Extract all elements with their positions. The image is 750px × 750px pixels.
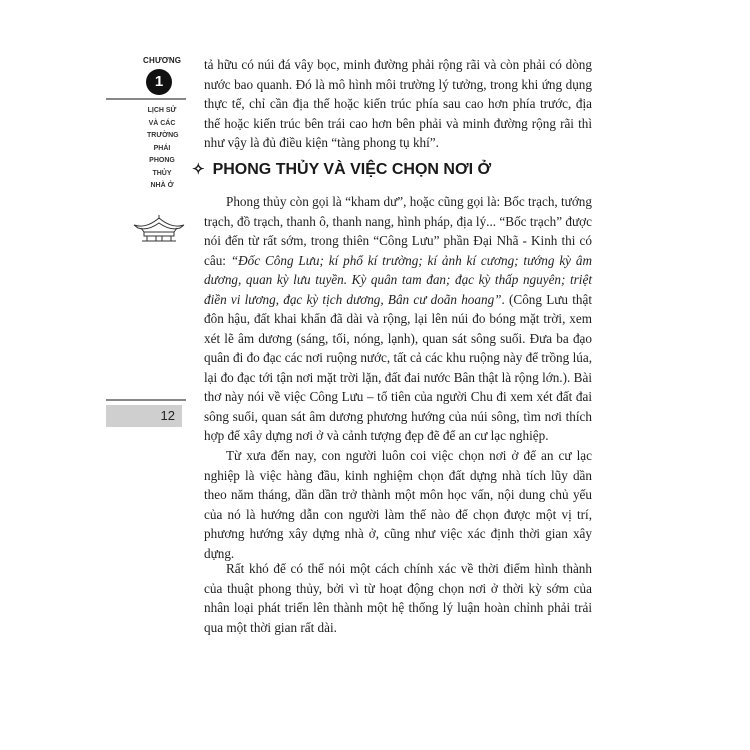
chapter-title-line: PHONG: [149, 157, 175, 164]
section-heading-text: PHONG THỦY VÀ VIỆC CHỌN NƠI Ở: [212, 161, 492, 178]
chapter-title-line: THỦY: [152, 169, 172, 177]
page-number-divider: [106, 399, 186, 401]
section-heading: [192, 160, 491, 179]
paragraph-1-text: [204, 192, 592, 446]
chapter-label: CHƯƠNG: [143, 56, 182, 65]
page-number: 12: [106, 405, 182, 427]
poem-quote: “Đốc Công Lưu; kí phổ kí trường; kí ảnh kí cương; tướng kỳ âm dương, quan kỳ lưu tuyền. Kỳ quân tam đan; đạc kỳ thấp nguyên; triệt điền vi lương, đạc kỳ tịch dương, Bân cư doãn hoang”: [204, 252, 592, 307]
paragraph-3-text: Rất khó để có thể nói một cách chính xác về thời điểm hình thành của thuật phong thủy, bởi vì từ hoạt động chọn nơi ở thời kỳ sớm của nhân loại phát triển lên thành một hệ thống lý luận hoàn chỉnh phải trải qua một thời gian rất dài.: [204, 561, 592, 635]
chapter-divider: [106, 98, 186, 100]
chapter-number: 1: [146, 69, 172, 95]
chapter-title-line: LỊCH SỬ: [147, 107, 177, 114]
paragraph-1-after-quote: . (Công Lưu thật đôn hậu, đất khai khẩn đã dài và rộng, lại lên núi đo bóng mặt trời, xem xét lẽ âm dương (sáng, tối, nóng, lạnh), quan sát sông suối. Đưa ba đạo quân đi đo đạc các nơi ruộng nước, tất cả các khu ruộng này để trồng lúa, lại đo đạc tới tận nơi mặt trời lặn, đất đai nước Bân thật là rộng lớn.). Bài thơ này nói về việc Công Lưu – tổ tiên của người Chu đi xem xét đất đai sông suối, quan sát âm dương phương hướng của núi sông, tìm nơi thích hợp để xây dựng nơi ở và cảnh tượng đẹp đẽ để an cư lạc nghiệp.: [204, 291, 592, 443]
paragraph-1-before-quote: Phong thủy còn gọi là “kham dư”, hoặc cũng gọi là: Bốc trạch, tướng trạch, đồ trạch, thanh ô, thanh nang, hình pháp, địa lý... “Bốc trạch” được nói đến từ rất sớm, trong thiên “Công Lưu” phần Đại Nhã - Kinh thi có câu:: [204, 194, 592, 268]
chapter-title: [147, 105, 177, 193]
chapter-title-line: TRƯỜNG: [147, 132, 179, 139]
paragraph-2: [204, 446, 592, 563]
pagoda-roof-icon: [132, 214, 186, 242]
paragraph-3: [204, 559, 592, 637]
intro-text: tả hữu có núi đá vây bọc, minh đường phải rộng rãi và còn phải có dòng nước bao quanh. Đó là mô hình môi trường lý tưởng, trong khi ứng dụng thực tế, chỉ cần địa thế hoặc kiến trúc phía sau cao hơn phía trước, địa thế hoặc kiến trúc bên trái cao hơn bên phải và minh đường rộng rãi thì như vậy là đủ điều kiện “tàng phong tụ khí”.: [204, 57, 592, 150]
intro-paragraph: [204, 55, 592, 153]
paragraph-2-text: Từ xưa đến nay, con người luôn coi việc chọn nơi ở để an cư lạc nghiệp là việc hàng đầu, kinh nghiệm chọn đất dựng nhà tích lũy dần theo năm tháng, dần dần trở thành một môn học vấn, nội dung chủ yếu của nó là hướng dẫn con người làm thế nào để chọn được một vị trí, phương hướng xây dựng nhà ở, cũng như việc xác định thời gian xây dựng.: [204, 448, 592, 561]
chapter-title-line: VÀ CÁC: [148, 119, 176, 127]
chapter-title-line: PHÁI: [153, 144, 171, 152]
chapter-title-line: NHÀ Ở: [150, 182, 174, 189]
paragraph-1: [204, 192, 592, 446]
diamond-bullet-icon: ✧: [192, 161, 205, 178]
